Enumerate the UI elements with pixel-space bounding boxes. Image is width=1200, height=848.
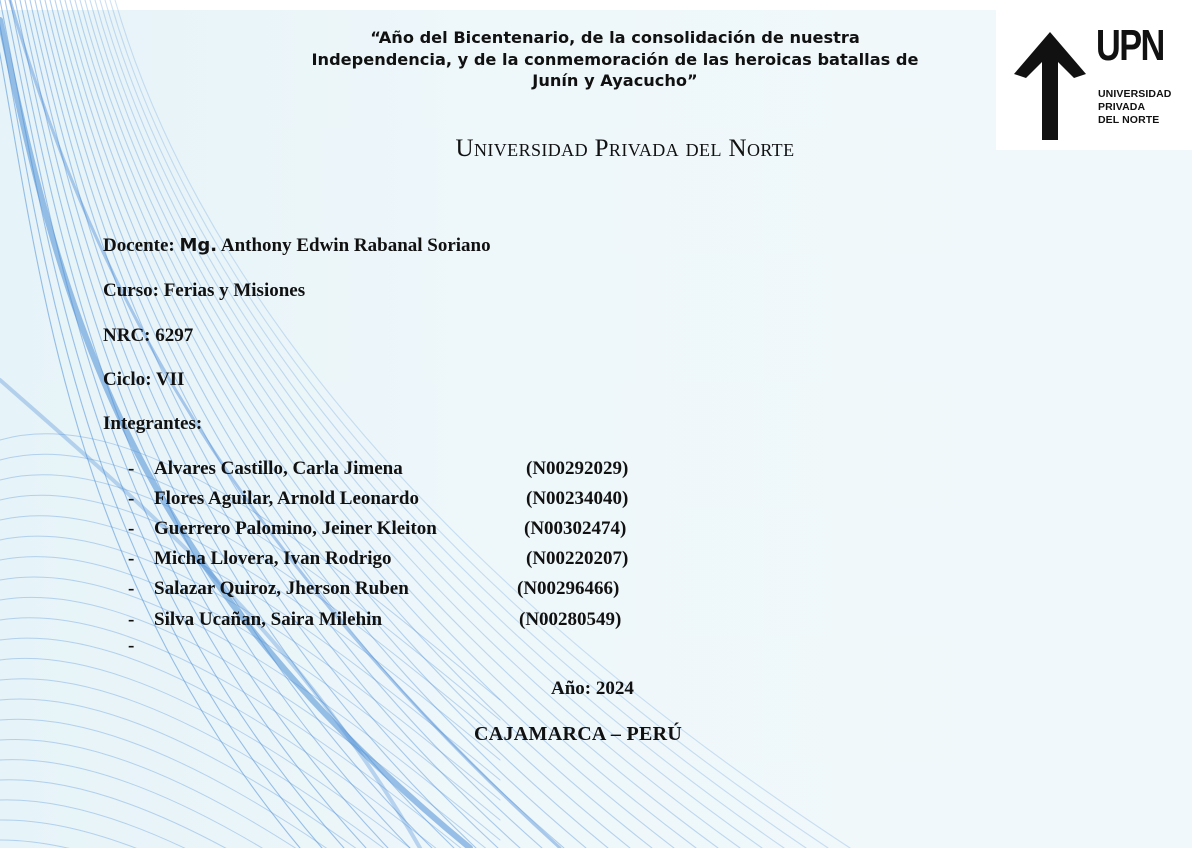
upn-logo xyxy=(996,10,1192,150)
wave-line xyxy=(110,0,828,848)
list-bullet-empty: - xyxy=(128,635,135,656)
wave-line xyxy=(115,0,850,848)
member-code: (N00280549) xyxy=(519,609,622,630)
wave-line xyxy=(0,820,500,848)
member-name: Salazar Quiroz, Jherson Ruben xyxy=(154,578,409,599)
curso-line: Curso: Ferias y Misiones xyxy=(103,280,306,301)
member-code: (N00220207) xyxy=(526,548,629,569)
list-bullet: - xyxy=(128,488,135,509)
member-name: Silva Ucañan, Saira Milehin xyxy=(154,609,383,630)
member-name: Alvares Castillo, Carla Jimena xyxy=(154,458,403,479)
member-code: (N00302474) xyxy=(524,518,627,539)
list-bullet: - xyxy=(128,609,135,630)
list-bullet: - xyxy=(128,548,135,569)
member-name: Guerrero Palomino, Jeiner Kleiton xyxy=(154,518,437,539)
ciclo-line: Ciclo: VII xyxy=(103,369,185,390)
city-label: CAJAMARCA – PERÚ xyxy=(474,723,683,745)
wave-line xyxy=(0,699,500,848)
year-label: Año: 2024 xyxy=(551,678,634,699)
member-name: Micha Llovera, Ivan Rodrigo xyxy=(154,548,392,569)
motto-line-1: “Año del Bicentenario, de la consolidación de nuestra xyxy=(370,28,860,47)
wave-line xyxy=(10,0,560,848)
wave-line xyxy=(0,760,500,848)
wave-line xyxy=(25,0,454,848)
member-name: Flores Aguilar, Arnold Leonardo xyxy=(154,488,419,509)
docente-name: Anthony Edwin Rabanal Soriano xyxy=(220,235,491,256)
motto xyxy=(260,27,970,92)
logo-line-2: PRIVADA xyxy=(1098,101,1146,113)
wave-line xyxy=(0,780,500,848)
list-bullet: - xyxy=(128,578,135,599)
member-code: (N00234040) xyxy=(526,488,629,509)
wave-line xyxy=(0,638,500,848)
wave-line xyxy=(0,679,500,848)
wave-line xyxy=(15,0,410,848)
logo-line-3: DEL NORTE xyxy=(1098,114,1160,126)
logo-brand: UPN xyxy=(1096,21,1164,70)
motto-line-3: Junín y Ayacucho” xyxy=(532,71,698,90)
motto-line-2: Independencia, y de la conmemoración de las heroicas batallas de xyxy=(311,49,919,69)
university-title: Universidad Privada del Norte xyxy=(455,135,795,162)
wave-line xyxy=(100,0,784,848)
nrc-line: NRC: 6297 xyxy=(103,325,194,346)
integrantes-label: Integrantes: xyxy=(103,413,203,434)
docente-title: Mg. xyxy=(179,235,218,256)
docente-label: Docente: xyxy=(103,235,175,256)
list-bullet: - xyxy=(128,518,135,539)
member-code: (N00296466) xyxy=(517,578,620,599)
list-bullet: - xyxy=(128,458,135,479)
docente-line xyxy=(103,235,491,257)
member-code: (N00292029) xyxy=(526,458,629,479)
logo-line-1: UNIVERSIDAD xyxy=(1098,88,1172,100)
